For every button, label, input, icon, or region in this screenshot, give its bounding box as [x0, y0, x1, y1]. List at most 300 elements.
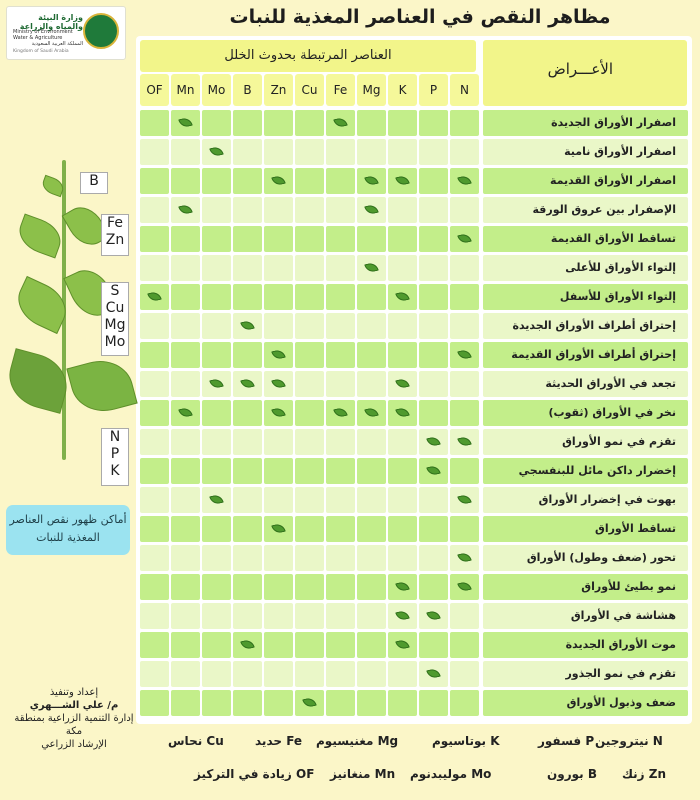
- cell-mn: [171, 545, 200, 571]
- cell-cu: [295, 545, 324, 571]
- cell-zn: [264, 168, 293, 194]
- cell-p: [419, 487, 448, 513]
- cell-mo: [202, 226, 231, 252]
- leaf-mark-icon: [395, 581, 410, 593]
- cell-b: [233, 545, 262, 571]
- cell-cu: [295, 487, 324, 513]
- cell-p: [419, 342, 448, 368]
- leaf-mark-icon: [364, 175, 379, 187]
- cell-k: [388, 168, 417, 194]
- symptom-label: بهوت في إخضرار الأوراق: [483, 487, 688, 513]
- cell-p: [419, 429, 448, 455]
- cell-cu: [295, 516, 324, 542]
- cell-cu: [295, 255, 324, 281]
- cell-mo: [202, 371, 231, 397]
- cell-fe: [326, 545, 355, 571]
- cell-k: [388, 371, 417, 397]
- cell-zn: [264, 226, 293, 252]
- plant-label-p: P: [110, 446, 120, 462]
- cell-k: [388, 139, 417, 165]
- ministry-logo: [6, 6, 126, 60]
- leaf-mark-icon: [302, 697, 317, 709]
- cell-cu: [295, 371, 324, 397]
- cell-zn: [264, 197, 293, 223]
- cell-mo: [202, 400, 231, 426]
- cell-cu: [295, 342, 324, 368]
- cell-b: [233, 168, 262, 194]
- cell-b: [233, 603, 262, 629]
- symptom-label: نمو بطيئ للأوراق: [483, 574, 688, 600]
- leaf-mark-icon: [426, 668, 441, 680]
- column-header-mn: Mn: [171, 74, 200, 106]
- cell-zn: [264, 487, 293, 513]
- cell-mo: [202, 284, 231, 310]
- cell-fe: [326, 574, 355, 600]
- cell-fe: [326, 690, 355, 716]
- cell-mg: [357, 690, 386, 716]
- cell-k: [388, 690, 417, 716]
- cell-b: [233, 226, 262, 252]
- cell-b: [233, 690, 262, 716]
- leaf-mark-icon: [426, 610, 441, 622]
- cell-k: [388, 197, 417, 223]
- cell-zn: [264, 632, 293, 658]
- cell-zn: [264, 313, 293, 339]
- column-header-p: P: [419, 74, 448, 106]
- cell-of: [140, 110, 169, 136]
- cell-fe: [326, 342, 355, 368]
- plant-label-mg: Mg: [104, 317, 126, 333]
- credits-extension: الإرشاد الزراعي: [41, 739, 107, 750]
- cell-n: [450, 458, 479, 484]
- cell-zn: [264, 139, 293, 165]
- cell-n: [450, 139, 479, 165]
- legend-of: OF زيادة في التركيز: [194, 767, 315, 781]
- cell-b: [233, 197, 262, 223]
- symptom-label: تساقط الأوراق القديمة: [483, 226, 688, 252]
- table-row: [140, 661, 688, 687]
- cell-b: [233, 516, 262, 542]
- table-row: [140, 603, 688, 629]
- cell-zn: [264, 371, 293, 397]
- cell-mg: [357, 110, 386, 136]
- plant-label-npk: [101, 428, 129, 486]
- cell-of: [140, 661, 169, 687]
- cell-mo: [202, 429, 231, 455]
- cell-cu: [295, 458, 324, 484]
- cell-mo: [202, 632, 231, 658]
- column-header-cu: Cu: [295, 74, 324, 106]
- cell-of: [140, 139, 169, 165]
- symptom-label: تقزم في نمو الأوراق: [483, 429, 688, 455]
- cell-mg: [357, 603, 386, 629]
- page-title: مظاهر النقص في العناصر المغذية للنبات: [229, 6, 611, 28]
- table-row: [140, 574, 688, 600]
- cell-of: [140, 342, 169, 368]
- cell-fe: [326, 429, 355, 455]
- cell-fe: [326, 168, 355, 194]
- symptom-label: هشاشة في الأوراق: [483, 603, 688, 629]
- cell-mn: [171, 400, 200, 426]
- cell-mg: [357, 661, 386, 687]
- plant-label-b: B: [80, 172, 108, 194]
- cell-mg: [357, 342, 386, 368]
- plant-label-fe: Fe: [107, 215, 123, 231]
- cell-mn: [171, 516, 200, 542]
- table-row: [140, 690, 688, 716]
- cell-cu: [295, 429, 324, 455]
- cell-mg: [357, 313, 386, 339]
- cell-mn: [171, 139, 200, 165]
- cell-zn: [264, 516, 293, 542]
- cell-mn: [171, 574, 200, 600]
- cell-cu: [295, 574, 324, 600]
- cell-mn: [171, 603, 200, 629]
- cell-mg: [357, 429, 386, 455]
- cell-b: [233, 429, 262, 455]
- legend-p: P فسفور: [538, 734, 595, 748]
- cell-of: [140, 313, 169, 339]
- cell-b: [233, 458, 262, 484]
- cell-mn: [171, 661, 200, 687]
- symptom-label: إحتراق أطراف الأوراق الجديدة: [483, 313, 688, 339]
- leaf-mark-icon: [209, 494, 224, 506]
- leaf-mark-icon: [147, 291, 162, 303]
- ministry-seal-icon: [83, 13, 119, 49]
- symptom-label: ضعف وذبول الأوراق: [483, 690, 688, 716]
- cell-cu: [295, 661, 324, 687]
- cell-zn: [264, 284, 293, 310]
- cell-n: [450, 574, 479, 600]
- table-row: [140, 371, 688, 397]
- symptom-label: إحتراق أطراف الأوراق القديمة: [483, 342, 688, 368]
- cell-cu: [295, 313, 324, 339]
- column-header-of: OF: [140, 74, 169, 106]
- symptom-label: الإصفرار بين عروق الورقة: [483, 197, 688, 223]
- column-header-b: B: [233, 74, 262, 106]
- credits-department: إدارة التنمية الزراعية بمنطقة مكة: [14, 713, 134, 737]
- plant-label-mo: Mo: [104, 334, 126, 350]
- leaf-mark-icon: [178, 204, 193, 216]
- table-row: [140, 197, 688, 223]
- cell-cu: [295, 632, 324, 658]
- symptom-label: نخر في الأوراق (ثقوب): [483, 400, 688, 426]
- symptom-label: إخضرار داكن مائل للبنفسجي: [483, 458, 688, 484]
- cell-zn: [264, 545, 293, 571]
- cell-fe: [326, 487, 355, 513]
- cell-of: [140, 458, 169, 484]
- cell-n: [450, 313, 479, 339]
- cell-p: [419, 139, 448, 165]
- cell-cu: [295, 168, 324, 194]
- cell-p: [419, 516, 448, 542]
- cell-mn: [171, 458, 200, 484]
- cell-b: [233, 371, 262, 397]
- cell-mn: [171, 487, 200, 513]
- cell-mg: [357, 226, 386, 252]
- column-header-zn: Zn: [264, 74, 293, 106]
- cell-b: [233, 255, 262, 281]
- leaf-mark-icon: [364, 262, 379, 274]
- cell-cu: [295, 603, 324, 629]
- cell-k: [388, 487, 417, 513]
- cell-fe: [326, 661, 355, 687]
- cell-cu: [295, 284, 324, 310]
- plant-leaf-icon: [66, 353, 137, 419]
- cell-fe: [326, 632, 355, 658]
- cell-cu: [295, 690, 324, 716]
- leaf-mark-icon: [333, 407, 348, 419]
- leaf-mark-icon: [271, 407, 286, 419]
- legend-fe: Fe حديد: [255, 734, 303, 748]
- leaf-mark-icon: [395, 291, 410, 303]
- cell-fe: [326, 139, 355, 165]
- cell-k: [388, 313, 417, 339]
- cell-n: [450, 226, 479, 252]
- leaf-mark-icon: [271, 175, 286, 187]
- symptom-label: إلتواء الأوراق للأسفل: [483, 284, 688, 310]
- cell-of: [140, 690, 169, 716]
- cell-mg: [357, 487, 386, 513]
- cell-p: [419, 284, 448, 310]
- plant-label-cu: Cu: [105, 300, 125, 316]
- leaf-mark-icon: [457, 233, 472, 245]
- cell-of: [140, 255, 169, 281]
- cell-k: [388, 516, 417, 542]
- leaf-mark-icon: [209, 378, 224, 390]
- cell-n: [450, 603, 479, 629]
- cell-of: [140, 429, 169, 455]
- cell-n: [450, 545, 479, 571]
- elements-group-header: العناصر المرتبطة بحدوث الخلل: [140, 40, 476, 72]
- cell-fe: [326, 226, 355, 252]
- table-row: [140, 632, 688, 658]
- table-row: [140, 545, 688, 571]
- plant-label-s: S: [110, 283, 120, 299]
- cell-fe: [326, 255, 355, 281]
- cell-zn: [264, 110, 293, 136]
- credits-author: م/ علي الشـــهري: [29, 700, 119, 711]
- cell-n: [450, 400, 479, 426]
- cell-mn: [171, 632, 200, 658]
- cell-k: [388, 284, 417, 310]
- cell-p: [419, 400, 448, 426]
- leaf-mark-icon: [333, 117, 348, 129]
- column-header-k: K: [388, 74, 417, 106]
- cell-fe: [326, 313, 355, 339]
- cell-k: [388, 342, 417, 368]
- table-row: [140, 313, 688, 339]
- legend-cu: Cu نحاس: [168, 734, 224, 748]
- cell-mn: [171, 168, 200, 194]
- leaf-mark-icon: [395, 639, 410, 651]
- cell-mn: [171, 690, 200, 716]
- cell-zn: [264, 342, 293, 368]
- leaf-mark-icon: [395, 610, 410, 622]
- cell-fe: [326, 458, 355, 484]
- cell-zn: [264, 429, 293, 455]
- leaf-mark-icon: [178, 117, 193, 129]
- cell-p: [419, 632, 448, 658]
- leaf-mark-icon: [271, 349, 286, 361]
- cell-p: [419, 226, 448, 252]
- cell-b: [233, 313, 262, 339]
- cell-of: [140, 197, 169, 223]
- table-row: [140, 255, 688, 281]
- legend-mn: Mn منغانيز: [330, 767, 396, 781]
- logo-small-en: Kingdom of Saudi Arabia: [13, 49, 69, 54]
- cell-of: [140, 632, 169, 658]
- legend-k: K بوتاسيوم: [432, 734, 500, 748]
- cell-mg: [357, 632, 386, 658]
- cell-k: [388, 632, 417, 658]
- cell-mn: [171, 284, 200, 310]
- leaf-mark-icon: [395, 378, 410, 390]
- cell-zn: [264, 690, 293, 716]
- cell-k: [388, 574, 417, 600]
- leaf-mark-icon: [457, 175, 472, 187]
- cell-mn: [171, 371, 200, 397]
- cell-k: [388, 603, 417, 629]
- leaf-mark-icon: [457, 581, 472, 593]
- cell-of: [140, 168, 169, 194]
- cell-b: [233, 661, 262, 687]
- cell-of: [140, 371, 169, 397]
- leaf-mark-icon: [178, 407, 193, 419]
- cell-k: [388, 226, 417, 252]
- logo-english: Ministry of Environment Water & Agriculture: [13, 29, 73, 41]
- cell-b: [233, 574, 262, 600]
- cell-cu: [295, 110, 324, 136]
- cell-mo: [202, 139, 231, 165]
- cell-zn: [264, 458, 293, 484]
- cell-k: [388, 661, 417, 687]
- plant-label-fe-zn: [101, 214, 129, 256]
- plant-label-n: N: [109, 429, 121, 445]
- symptom-label: تقزم في نمو الجذور: [483, 661, 688, 687]
- cell-of: [140, 545, 169, 571]
- plant-label-k: K: [110, 463, 120, 479]
- symptom-label: تساقط الأوراق: [483, 516, 688, 542]
- table-row: [140, 110, 688, 136]
- cell-k: [388, 545, 417, 571]
- cell-cu: [295, 197, 324, 223]
- cell-b: [233, 139, 262, 165]
- symptom-label: إلتواء الأوراق للأعلى: [483, 255, 688, 281]
- cell-p: [419, 545, 448, 571]
- leaf-mark-icon: [457, 494, 472, 506]
- credits: [8, 686, 140, 751]
- cell-mn: [171, 197, 200, 223]
- cell-mn: [171, 342, 200, 368]
- cell-b: [233, 400, 262, 426]
- symptoms-header-label: الأعـــراض: [547, 60, 613, 78]
- cell-n: [450, 429, 479, 455]
- leaf-mark-icon: [457, 349, 472, 361]
- cell-mn: [171, 226, 200, 252]
- cell-n: [450, 690, 479, 716]
- credits-prepared: إعداد وتنفيذ: [49, 687, 99, 698]
- table-row: [140, 487, 688, 513]
- cell-mg: [357, 400, 386, 426]
- table-row: [140, 400, 688, 426]
- cell-mn: [171, 313, 200, 339]
- column-header-fe: Fe: [326, 74, 355, 106]
- cell-mo: [202, 313, 231, 339]
- cell-mo: [202, 458, 231, 484]
- symptom-label: تجعد في الأوراق الحديثة: [483, 371, 688, 397]
- cell-p: [419, 574, 448, 600]
- cell-n: [450, 168, 479, 194]
- cell-cu: [295, 139, 324, 165]
- leaf-mark-icon: [364, 204, 379, 216]
- leaf-mark-icon: [426, 465, 441, 477]
- cell-of: [140, 226, 169, 252]
- cell-mo: [202, 603, 231, 629]
- cell-fe: [326, 110, 355, 136]
- leaf-mark-icon: [240, 320, 255, 332]
- cell-mg: [357, 371, 386, 397]
- cell-n: [450, 632, 479, 658]
- plant-leaf-icon: [14, 213, 66, 258]
- plant-label-s-cu-mg-mo: [101, 282, 129, 356]
- leaf-mark-icon: [271, 378, 286, 390]
- cell-k: [388, 255, 417, 281]
- table-row: [140, 168, 688, 194]
- cell-mg: [357, 284, 386, 310]
- cell-n: [450, 197, 479, 223]
- leaf-mark-icon: [209, 146, 224, 158]
- cell-zn: [264, 255, 293, 281]
- table-row: [140, 284, 688, 310]
- cell-p: [419, 168, 448, 194]
- cell-mo: [202, 342, 231, 368]
- cell-n: [450, 371, 479, 397]
- cell-b: [233, 110, 262, 136]
- cell-p: [419, 458, 448, 484]
- cell-n: [450, 255, 479, 281]
- leaf-mark-icon: [457, 436, 472, 448]
- leaf-mark-icon: [395, 175, 410, 187]
- symptoms-header: [483, 40, 687, 106]
- cell-p: [419, 197, 448, 223]
- cell-n: [450, 110, 479, 136]
- column-header-mo: Mo: [202, 74, 231, 106]
- cell-mn: [171, 110, 200, 136]
- cell-mg: [357, 197, 386, 223]
- cell-k: [388, 400, 417, 426]
- logo-small-ar: المملكة العربية السعودية: [31, 41, 83, 47]
- cell-mo: [202, 255, 231, 281]
- cell-n: [450, 342, 479, 368]
- cell-mo: [202, 690, 231, 716]
- cell-of: [140, 574, 169, 600]
- table-row: [140, 342, 688, 368]
- cell-k: [388, 110, 417, 136]
- cell-of: [140, 516, 169, 542]
- cell-zn: [264, 661, 293, 687]
- cell-k: [388, 458, 417, 484]
- cell-b: [233, 342, 262, 368]
- table-row: [140, 226, 688, 252]
- cell-zn: [264, 603, 293, 629]
- legend-mg: Mg مغنيسيوم: [316, 734, 399, 748]
- legend-n: N نيتروجين: [595, 734, 663, 748]
- cell-fe: [326, 284, 355, 310]
- cell-zn: [264, 400, 293, 426]
- cell-b: [233, 487, 262, 513]
- symptom-label: اصفرار الأوراق الجديدة: [483, 110, 688, 136]
